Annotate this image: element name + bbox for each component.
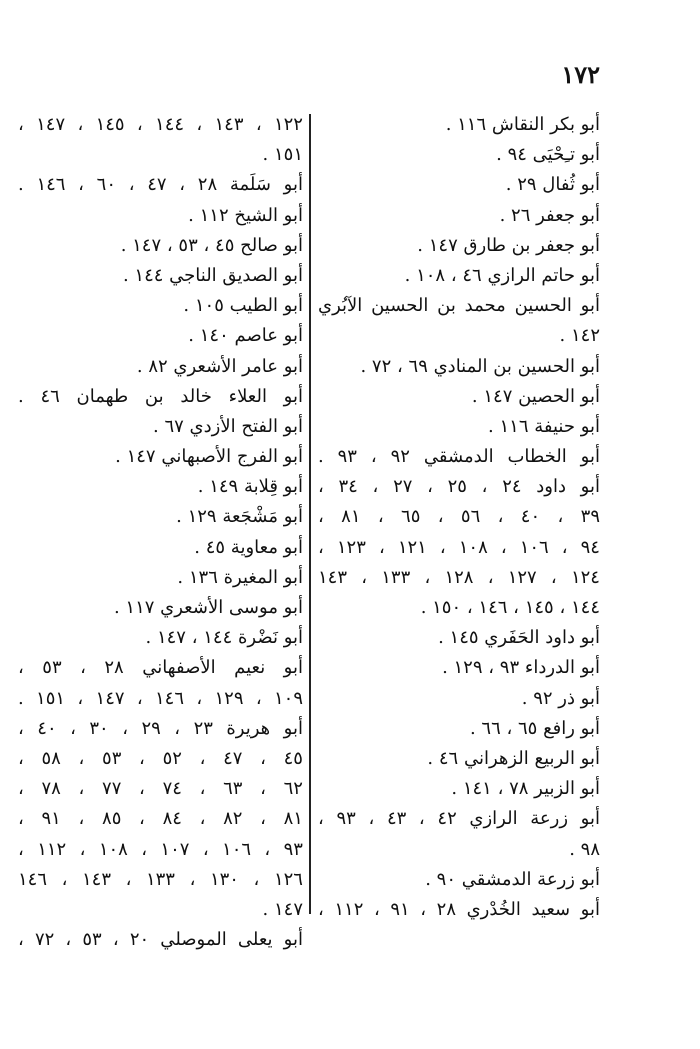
index-entry-line: ٩٨ . [569, 838, 600, 860]
index-entry-line: أبو الطيب ١٠٥ . [183, 295, 303, 317]
index-entry-line: ٣٩ ، ٤٠ ، ٥٦ ، ٦٥ ، ٨١ ، [318, 506, 600, 528]
index-column-right [318, 110, 600, 925]
index-entry-line: أبو جعفر ٢٦ . [499, 204, 600, 226]
index-entry-line: أبو الحصين ١٤٧ . [471, 385, 600, 407]
index-entry-line: أبو سَلَمة ٢٨ ، ٤٧ ، ٦٠ ، ١٤٦ . [18, 174, 303, 196]
index-entry-line: ١٥١ . [262, 144, 303, 166]
index-entry-line: ٨١ ، ٨٢ ، ٨٤ ، ٨٥ ، ٩١ ، [18, 808, 303, 830]
index-entry-line: أبو عامر الأشعري ٨٢ . [136, 355, 303, 377]
index-entry-line: ١٢٦ ، ١٣٠ ، ١٣٣ ، ١٤٣ ، ١٤٦ [18, 868, 303, 890]
index-entry-line: أبو صالح ٤٥ ، ٥٣ ، ١٤٧ . [120, 234, 303, 256]
index-entry-line: أبو هريرة ٢٣ ، ٢٩ ، ٣٠ ، ٤٠ ، [18, 717, 303, 739]
index-entry-line: أبو معاوية ٤٥ . [194, 536, 303, 558]
index-entry-line: ١٤٧ . [262, 898, 303, 920]
index-entry-line: أبو الفرج الأصبهاني ١٤٧ . [115, 446, 303, 468]
index-entry-line: أبو الربيع الزهراني ٤٦ . [427, 747, 600, 769]
index-entry-line: أبو الحسين محمد بن الحسين الآبُري [318, 295, 600, 317]
index-entry-line: أبو قِلابة ١٤٩ . [197, 476, 303, 498]
index-entry-line: ١٤٤ ، ١٤٥ ، ١٤٦ ، ١٥٠ . [420, 597, 600, 618]
index-entry-line: أبو داود ٢٤ ، ٢٥ ، ٢٧ ، ٣٤ ، [318, 476, 600, 498]
index-entry-line: ١٤٢ . [559, 325, 600, 347]
index-entry-line: أبو موسى الأشعري ١١٧ . [113, 597, 303, 618]
index-entry-line: أبو الدرداء ٩٣ ، ١٢٩ . [442, 657, 600, 679]
index-entry-line: أبو الخطاب الدمشقي ٩٢ ، ٩٣ . [318, 446, 600, 468]
index-entry-line: ٩٣ ، ١٠٦ ، ١٠٧ ، ١٠٨ ، ١١٢ ، [18, 838, 303, 860]
index-entry-line: أبو الزبير ٧٨ ، ١٤١ . [451, 778, 600, 800]
index-entry-line: ١٢٢ ، ١٤٣ ، ١٤٤ ، ١٤٥ ، ١٤٧ ، [18, 114, 303, 135]
index-entry-line: أبو زرعة الدمشقي ٩٠ . [425, 868, 600, 890]
index-entry-line: أبو العلاء خالد بن طهمان ٤٦ . [18, 385, 303, 407]
index-entry-line: أبو ثُفال ٢٩ . [505, 174, 600, 196]
index-entry-line: أبو حاتم الرازي ٤٦ ، ١٠٨ . [404, 264, 600, 286]
index-entry-line: أبو رافع ٦٥ ، ٦٦ . [469, 717, 600, 739]
page-number: ١٧٢ [561, 60, 600, 89]
index-entry-line: أبو نعيم الأصفهاني ٢٨ ، ٥٣ ، [18, 657, 303, 679]
index-entry-line: أبو المغيرة ١٣٦ . [177, 566, 303, 588]
index-column-left [18, 110, 303, 955]
index-entry-line: أبو الشيخ ١١٢ . [188, 204, 303, 226]
index-entry-line: ٦٢ ، ٦٣ ، ٧٤ ، ٧٧ ، ٧٨ ، [18, 778, 303, 800]
index-entry-line: أبو سعيد الخُدْري ٢٨ ، ٩١ ، ١١٢ ، [318, 898, 600, 920]
index-entry-line: ١٠٩ ، ١٢٩ ، ١٤٦ ، ١٤٧ ، ١٥١ . [18, 687, 303, 709]
column-divider [309, 114, 311, 914]
index-entry-line: أبو مَشْجَعة ١٢٩ . [176, 506, 303, 528]
index-entry-line: ٩٤ ، ١٠٦ ، ١٠٨ ، ١٢١ ، ١٢٣ ، [318, 536, 600, 558]
index-entry-line: أبو الحسين بن المنادي ٦٩ ، ٧٢ . [360, 355, 600, 377]
index-entry-line: أبو الصديق الناجي ١٤٤ . [122, 264, 303, 286]
index-entry-line: أبو زرعة الرازي ٤٢ ، ٤٣ ، ٩٣ ، [318, 808, 600, 830]
index-entry-line: أبو ذر ٩٢ . [521, 687, 600, 709]
index-entry-line: أبو نَضْرة ١٤٤ ، ١٤٧ . [145, 627, 303, 649]
index-entry-line: ١٢٤ ، ١٢٧ ، ١٢٨ ، ١٣٣ ، ١٤٣ [318, 566, 600, 588]
index-entry-line: أبو عاصم ١٤٠ . [188, 325, 303, 347]
index-entry-line: أبو بكر النقاش ١١٦ . [445, 114, 600, 135]
index-entry-line: ٤٥ ، ٤٧ ، ٥٢ ، ٥٣ ، ٥٨ ، [18, 747, 303, 769]
index-entry-line: أبو حنيفة ١١٦ . [488, 415, 600, 437]
index-entry-line: أبو داود الحَفَري ١٤٥ . [438, 627, 600, 649]
index-entry-line: أبو يعلى الموصلي ٢٠ ، ٥٣ ، ٧٢ ، [18, 929, 303, 951]
index-entry-line: أبو جعفر بن طارق ١٤٧ . [417, 234, 600, 256]
index-entry-line: أبو تـِحْيَى ٩٤ . [496, 144, 600, 166]
index-entry-line: أبو الفتح الأزدي ٦٧ . [153, 415, 303, 437]
